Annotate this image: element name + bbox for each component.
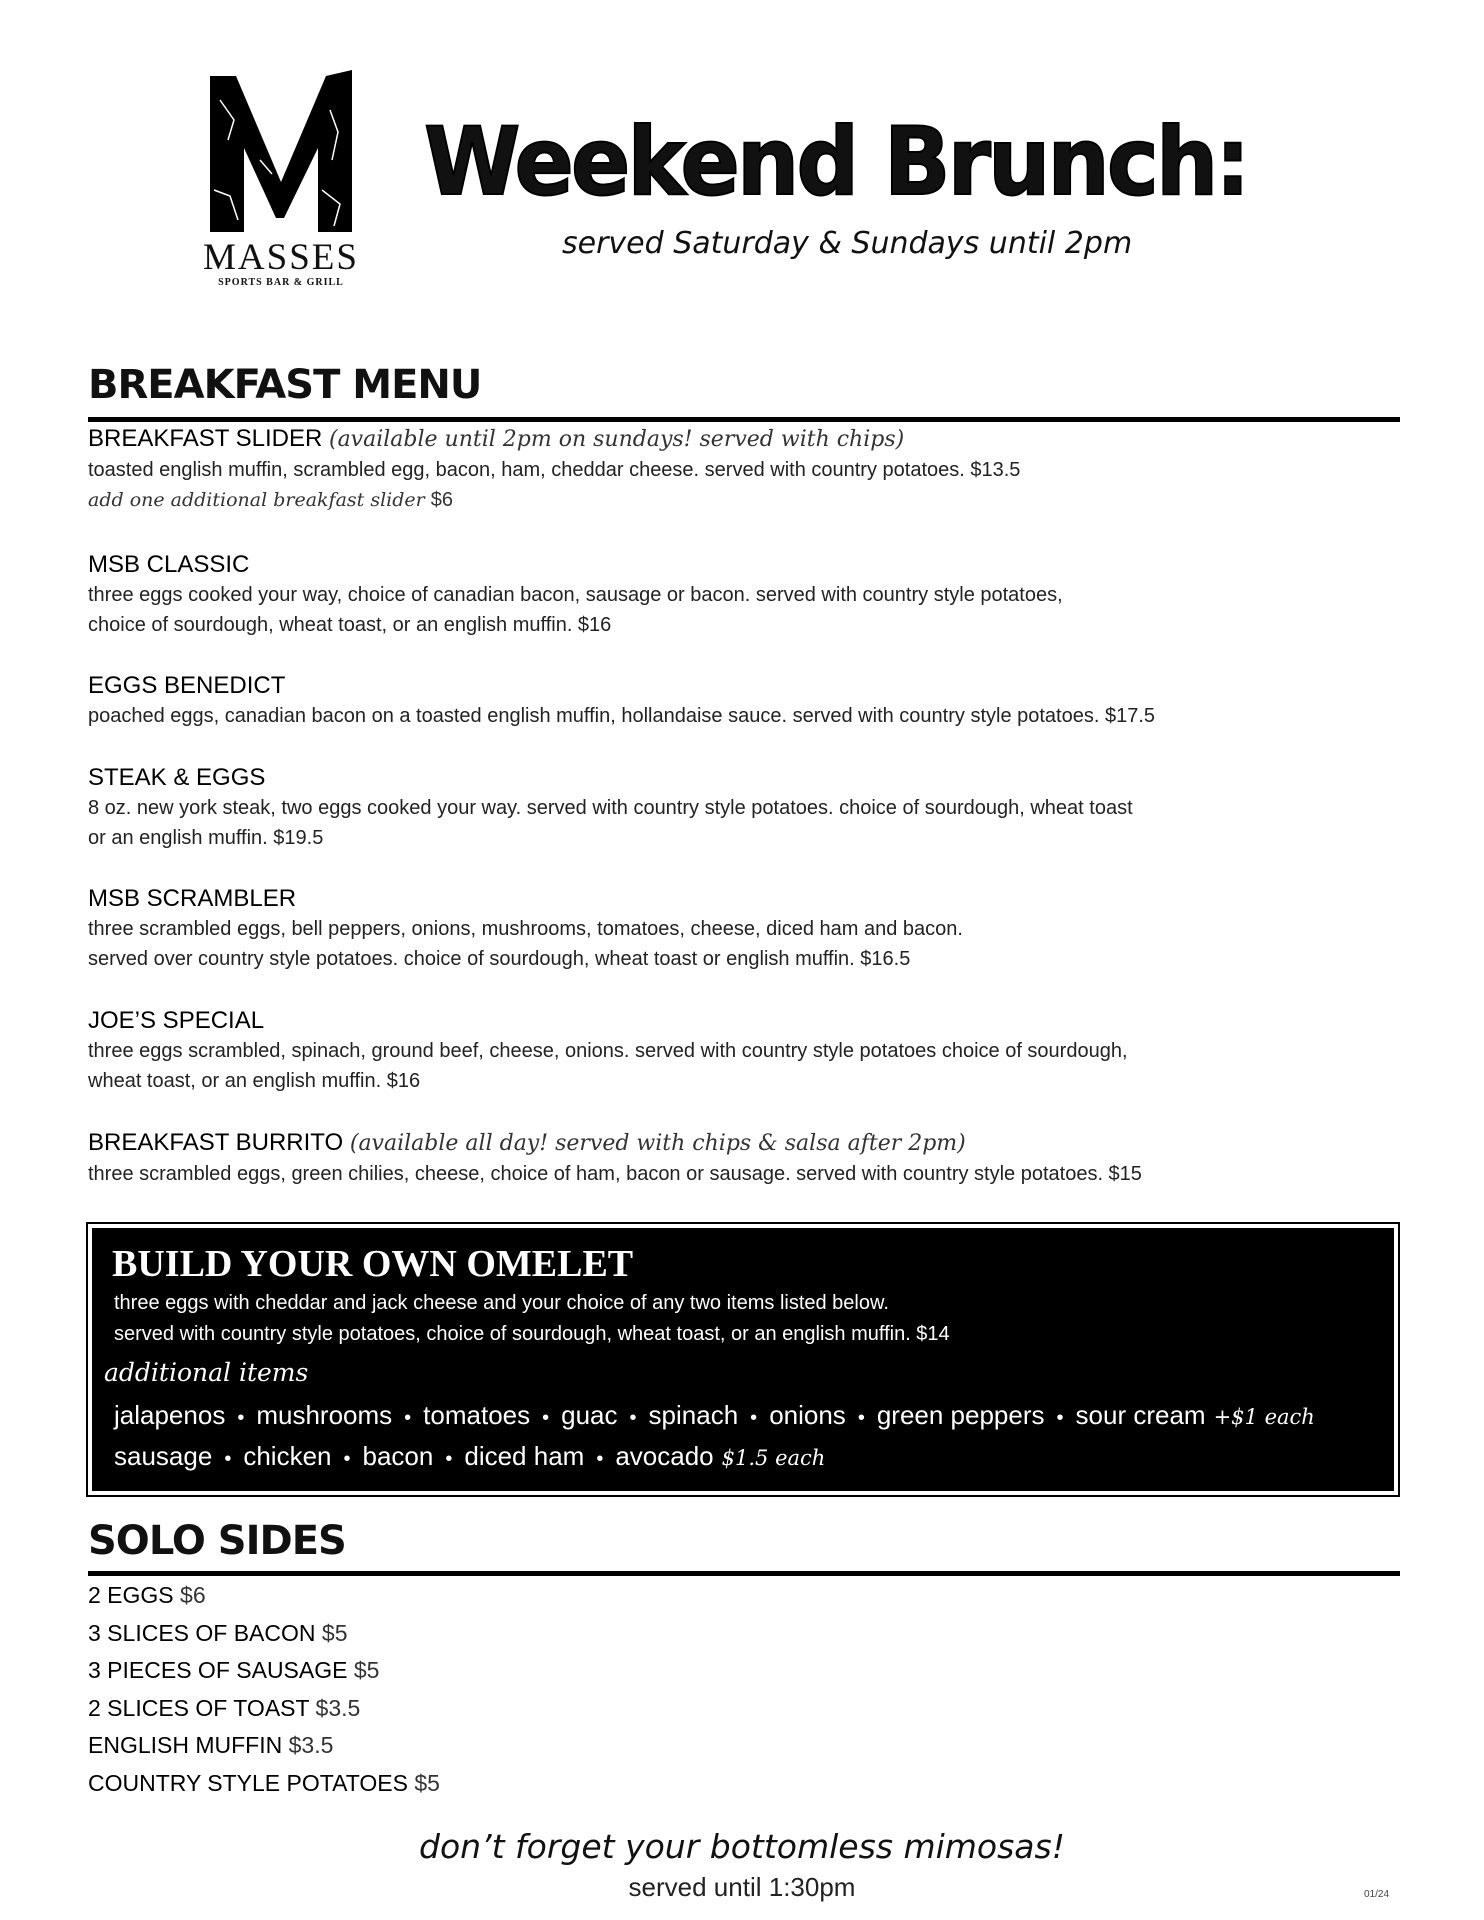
item-description: three eggs scrambled, spinach, ground beef, cheese, onions. served with country style potatoes choice of sourdough, [88, 1040, 1128, 1062]
bullet-icon: • [343, 1448, 351, 1470]
bullet-icon: • [596, 1448, 604, 1470]
item-addon [88, 485, 1388, 515]
item-description: three scrambled eggs, bell peppers, onions, mushrooms, tomatoes, cheese, diced ham and bacon. [88, 918, 963, 940]
bullet-icon: • [1056, 1407, 1064, 1429]
side-name: COUNTRY STYLE POTATOES [88, 1769, 408, 1796]
item-name: MSB SCRAMBLER [88, 885, 297, 912]
item-name-line [88, 1128, 1388, 1159]
topping: avocado [615, 1441, 714, 1471]
item-name-line [88, 424, 1388, 455]
side-price: $5 [353, 1657, 380, 1683]
side-name: 3 SLICES OF BACON [88, 1619, 316, 1646]
side-name: ENGLISH MUFFIN [88, 1732, 283, 1758]
side-name: 2 EGGS [88, 1582, 174, 1608]
side-name: 3 PIECES OF SAUSAGE [88, 1657, 348, 1683]
menu-item [88, 550, 1388, 640]
side-price: $5 [321, 1619, 348, 1646]
item-description: choice of sourdough, wheat toast, or an english muffin. $16 [88, 614, 612, 636]
side-item [88, 1727, 440, 1765]
topping: spinach [648, 1400, 739, 1430]
logo-name: MASSES [203, 237, 359, 278]
item-note: (available until 2pm on sundays! served with chips) [328, 427, 905, 452]
item-name: BREAKFAST SLIDER [88, 425, 323, 452]
bullet-icon: • [750, 1407, 758, 1429]
side-price: $3.5 [315, 1694, 361, 1721]
topping: diced ham [464, 1441, 585, 1471]
item-note: (available all day! served with chips & salsa after 2pm) [349, 1131, 966, 1156]
menu-item [88, 1006, 1388, 1096]
item-name: EGGS BENEDICT [88, 672, 286, 699]
omelet-heading: BUILD YOUR OWN OMELET [112, 1243, 634, 1285]
side-price: $3.5 [288, 1732, 334, 1758]
topping: mushrooms [256, 1400, 393, 1430]
topping: onions [769, 1400, 846, 1430]
item-description: toasted english muffin, scrambled egg, bacon, ham, cheddar cheese. served with country potatoes. $13.5 [88, 459, 1021, 481]
sides-list [88, 1577, 440, 1802]
item-description: three scrambled eggs, green chilies, cheese, choice of ham, bacon or sausage. served with country style potatoes. $15 [88, 1163, 1142, 1185]
side-item [88, 1577, 440, 1615]
topping: sausage [114, 1441, 213, 1471]
solo-sides-heading: SOLO SIDES [88, 1518, 346, 1564]
topping-row-1 [114, 1400, 1315, 1431]
omelet-description [114, 1288, 950, 1350]
menu-item [88, 1128, 1388, 1189]
side-price: $5 [414, 1769, 440, 1796]
item-description: served over country style potatoes. choice of sourdough, wheat toast or english muffin. $16.5 [88, 948, 911, 970]
item-description: or an english muffin. $19.5 [88, 827, 324, 849]
item-description: three eggs cooked your way, choice of canadian bacon, sausage or bacon. served with country style potatoes, [88, 584, 1063, 606]
bullet-icon: • [542, 1407, 550, 1429]
topping: guac [561, 1400, 618, 1430]
omelet-panel [92, 1228, 1394, 1491]
item-description: 8 oz. new york steak, two eggs cooked your way. served with country style potatoes. choice of sourdough, wheat toast [88, 797, 1133, 819]
mimosa-note: don’t forget your bottomless mimosas! [419, 1827, 1065, 1866]
topping: sour cream [1075, 1400, 1206, 1430]
menu-version-code: 01/24 [1364, 1889, 1390, 1900]
topping: chicken [243, 1441, 332, 1471]
topping: bacon [362, 1441, 434, 1471]
item-addon-price: $6 [430, 489, 454, 511]
menu-item [88, 424, 1388, 515]
section-divider [88, 1571, 1400, 1576]
item-description: wheat toast, or an english muffin. $16 [88, 1070, 421, 1092]
topping: tomatoes [423, 1400, 531, 1430]
logo-tagline: SPORTS BAR & GRILL [218, 277, 344, 288]
omelet-desc-line: served with country style potatoes, choice of sourdough, wheat toast, or an english muffin. $14 [114, 1323, 950, 1345]
side-name: 2 SLICES OF TOAST [88, 1694, 310, 1721]
item-name: BREAKFAST BURRITO [88, 1129, 344, 1156]
menu-item [88, 763, 1388, 853]
item-name: STEAK & EGGS [88, 764, 266, 791]
topping: green peppers [876, 1400, 1045, 1430]
breakfast-menu-heading: BREAKFAST MENU [88, 362, 482, 408]
item-description: poached eggs, canadian bacon on a toasted english muffin, hollandaise sauce. served with country style potatoes. $17.5 [88, 705, 1156, 727]
topping-price: +$1 each [1213, 1405, 1315, 1429]
side-item [88, 1690, 440, 1728]
side-item [88, 1765, 440, 1803]
item-name: MSB CLASSIC [88, 551, 250, 578]
omelet-box [86, 1222, 1400, 1497]
bullet-icon: • [404, 1407, 412, 1429]
side-item [88, 1615, 440, 1653]
mimosa-hours: served until 1:30pm [628, 1872, 856, 1902]
topping-row-2 [114, 1441, 825, 1472]
topping: jalapenos [114, 1400, 226, 1430]
side-price: $6 [180, 1582, 206, 1608]
topping-price: $1.5 each [721, 1446, 826, 1470]
item-name: JOE’S SPECIAL [88, 1007, 265, 1034]
bullet-icon: • [224, 1448, 232, 1470]
bullet-icon: • [857, 1407, 865, 1429]
menu-item [88, 671, 1388, 731]
page-title: Weekend Brunch: [424, 108, 1248, 217]
m-logo-mark [210, 70, 352, 232]
bullet-icon: • [629, 1407, 637, 1429]
omelet-desc-line: three eggs with cheddar and jack cheese and your choice of any two items listed below. [114, 1292, 889, 1314]
menu-item [88, 884, 1388, 974]
bullet-icon: • [445, 1448, 453, 1470]
item-addon-text: add one additional breakfast slider [88, 489, 425, 511]
side-item [88, 1652, 440, 1690]
section-divider [88, 417, 1400, 422]
bullet-icon: • [237, 1407, 245, 1429]
page-subtitle: served Saturday & Sundays until 2pm [562, 226, 1133, 261]
restaurant-logo [196, 70, 366, 292]
additional-items-label: additional items [104, 1358, 309, 1387]
